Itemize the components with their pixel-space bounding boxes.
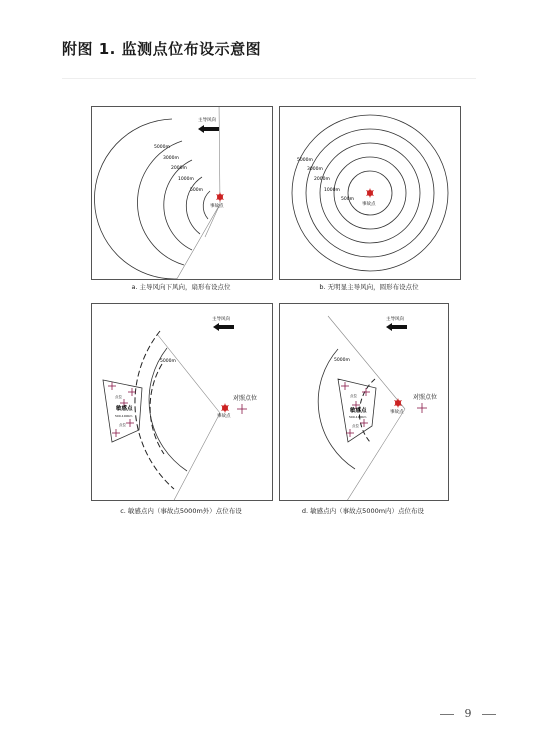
ring-label-2000: 2000m	[171, 166, 187, 171]
control-label: 对照点位	[233, 395, 258, 402]
caption-a: a. 主导风向下风向，扇形布设点位	[131, 283, 231, 291]
caption-b: b. 无明显主导风向，圆形布设点位	[319, 283, 419, 291]
sensitive-label: 敏感点	[116, 406, 133, 412]
ring-label-5000: 5000m	[160, 359, 176, 364]
ring-label-3000: 3000m	[307, 167, 323, 172]
sector-arc-2000	[164, 160, 192, 250]
ring-label-500: 500m	[190, 188, 203, 193]
accident-label: 事故点	[390, 410, 404, 415]
ring-label-1000: 1000m	[324, 188, 340, 193]
sector-arc-1000	[186, 177, 202, 234]
sensitive-label: 敏感点	[350, 408, 367, 414]
page-number-text: 9	[464, 707, 472, 720]
control-point-icon	[417, 403, 427, 413]
accident-label: 事故点	[362, 202, 376, 207]
accident-label: 事故点	[217, 414, 231, 419]
panel-d-inside-5000	[279, 303, 449, 501]
caption-d: d. 敏感点内（事故点5000m内）点位布设	[301, 507, 425, 515]
page-title: 附图 1. 监测点位布设示意图	[62, 40, 262, 58]
panel-d-diagram	[280, 304, 448, 500]
panel-c-outside-5000	[91, 303, 273, 501]
ring-label-5000: 5000m	[297, 158, 313, 163]
panel-b-circle-layout	[279, 106, 461, 280]
sector-arc-500	[203, 191, 210, 219]
sector-arc-5000	[149, 348, 187, 471]
point-label: 点位	[115, 395, 122, 399]
accident-point-icon	[216, 192, 224, 202]
wind-arrow-icon	[198, 125, 219, 133]
ring-label-5000: 5000m	[334, 358, 350, 363]
point-label: 点位	[350, 394, 357, 398]
accident-label: 事故点	[210, 204, 224, 209]
page-number-dash-right	[482, 714, 496, 715]
ring-label-5000: 5000m	[154, 145, 170, 150]
panel-a-diagram	[92, 107, 272, 279]
accident-point-icon	[366, 188, 374, 198]
ring-label-2000: 2000m	[314, 177, 330, 182]
control-point-icon	[237, 404, 247, 414]
point-label: 点位	[119, 423, 126, 427]
panel-b-diagram	[280, 107, 460, 279]
wind-label: 主导风向	[386, 317, 404, 322]
wind-label: 主导风向	[198, 118, 216, 123]
sector-arc-5000	[94, 119, 177, 279]
distance-note: 500-1000m	[115, 414, 133, 418]
accident-point-icon	[394, 398, 402, 408]
distance-note: 500-1000m	[349, 415, 367, 419]
caption-c: c. 敏感点内（事故点5000m外）点位布设	[120, 507, 242, 515]
wind-arrow-icon	[386, 323, 407, 331]
ring-label-1000: 1000m	[178, 177, 194, 182]
point-label: 点位	[352, 424, 359, 428]
wind-label: 主导风向	[212, 317, 230, 322]
control-label: 对照点位	[413, 394, 438, 401]
panel-c-diagram	[92, 304, 272, 500]
wind-arrow-icon	[213, 323, 234, 331]
ring-label-3000: 3000m	[163, 156, 179, 161]
ring-label-500: 500m	[341, 197, 354, 202]
page-number	[440, 707, 496, 721]
panel-a-sector-layout	[91, 106, 273, 280]
accident-point-icon	[221, 403, 229, 413]
title-divider	[62, 78, 476, 79]
